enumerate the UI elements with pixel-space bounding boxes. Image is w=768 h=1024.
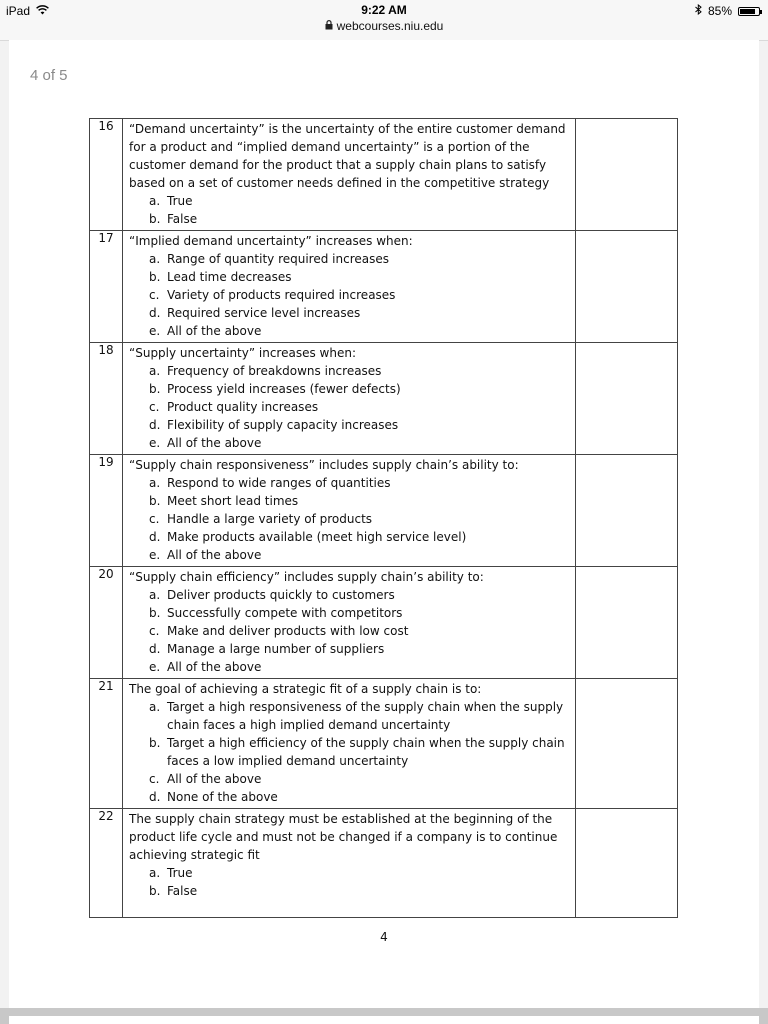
status-bar <box>0 0 768 41</box>
clock: 9:22 AM <box>361 3 407 17</box>
option-marker: c. <box>149 400 160 414</box>
option-marker: c. <box>149 624 160 638</box>
option-list <box>129 698 569 806</box>
address-bar[interactable] <box>0 19 768 33</box>
question-number: 16 <box>90 119 123 231</box>
question-row <box>90 809 678 918</box>
question-number: 17 <box>90 231 123 343</box>
answer-option <box>149 528 569 546</box>
option-text: True <box>167 866 193 880</box>
option-text: Manage a large number of suppliers <box>167 642 385 656</box>
option-marker: a. <box>149 588 161 602</box>
lock-icon <box>325 20 333 33</box>
option-text: All of the above <box>167 660 262 674</box>
option-marker: e. <box>149 436 161 450</box>
question-cell <box>123 567 576 679</box>
option-marker: e. <box>149 548 161 562</box>
document-page <box>9 40 759 1008</box>
question-cell <box>123 455 576 567</box>
option-text: All of the above <box>167 436 262 450</box>
question-cell <box>123 231 576 343</box>
option-list <box>129 864 569 900</box>
answer-option <box>149 604 569 622</box>
question-prompt: “Supply chain efficiency” includes supply chain’s ability to: <box>129 570 484 584</box>
page-number: 4 <box>380 930 388 944</box>
option-text: Make and deliver products with low cost <box>167 624 409 638</box>
answer-option <box>149 268 569 286</box>
option-text: None of the above <box>167 790 278 804</box>
device-label: iPad <box>6 4 31 18</box>
option-text: Make products available (meet high service level) <box>167 530 467 544</box>
option-text: Lead time decreases <box>167 270 292 284</box>
option-marker: b. <box>149 884 161 898</box>
option-marker: d. <box>149 530 161 544</box>
question-prompt: “Supply uncertainty” increases when: <box>129 346 356 360</box>
question-row <box>90 455 678 567</box>
option-text: Frequency of breakdowns increases <box>167 364 382 378</box>
option-marker: c. <box>149 512 160 526</box>
option-marker: a. <box>149 364 161 378</box>
option-marker: a. <box>149 700 161 714</box>
next-page-top <box>9 1016 759 1024</box>
question-cell <box>123 343 576 455</box>
option-text: False <box>167 884 198 898</box>
next-page-edge <box>0 1008 768 1024</box>
battery-fill <box>740 9 755 14</box>
option-text: All of the above <box>167 548 262 562</box>
page-counter: 4 of 5 <box>30 67 68 84</box>
answer-option <box>149 770 569 788</box>
option-marker: d. <box>149 418 161 432</box>
status-center <box>0 3 768 33</box>
battery-percent: 85% <box>707 4 732 18</box>
question-number: 22 <box>90 809 123 918</box>
option-list <box>129 192 569 228</box>
option-marker: a. <box>149 194 161 208</box>
answer-option <box>149 510 569 528</box>
answer-option <box>149 788 569 806</box>
answer-option <box>149 586 569 604</box>
option-text: Meet short lead times <box>167 494 299 508</box>
option-text: Target a high efficiency of the supply chain when the supply chain faces a low implied demand uncertainty <box>167 736 565 768</box>
option-text: Process yield increases (fewer defects) <box>167 382 401 396</box>
option-marker: e. <box>149 660 161 674</box>
answer-option <box>149 192 569 210</box>
option-text: Successfully compete with competitors <box>167 606 403 620</box>
answer-option <box>149 416 569 434</box>
question-row <box>90 231 678 343</box>
option-marker: b. <box>149 382 161 396</box>
option-text: Deliver products quickly to customers <box>167 588 395 602</box>
answer-option <box>149 304 569 322</box>
answer-option <box>149 434 569 452</box>
question-cell <box>123 809 576 918</box>
quiz-table <box>89 118 678 918</box>
option-marker: d. <box>149 306 161 320</box>
answer-option <box>149 322 569 340</box>
answer-cell <box>576 343 678 455</box>
answer-option <box>149 398 569 416</box>
answer-option <box>149 210 569 228</box>
option-text: Range of quantity required increases <box>167 252 389 266</box>
question-prompt: The goal of achieving a strategic fit of a supply chain is to: <box>129 682 482 696</box>
option-text: Respond to wide ranges of quantities <box>167 476 391 490</box>
question-number: 18 <box>90 343 123 455</box>
option-text: Required service level increases <box>167 306 361 320</box>
option-text: Flexibility of supply capacity increases <box>167 418 399 432</box>
answer-option <box>149 286 569 304</box>
question-prompt: “Implied demand uncertainty” increases when: <box>129 234 413 248</box>
option-marker: a. <box>149 476 161 490</box>
answer-option <box>149 380 569 398</box>
option-marker: a. <box>149 866 161 880</box>
option-text: True <box>167 194 193 208</box>
answer-option <box>149 864 569 882</box>
answer-cell <box>576 809 678 918</box>
option-list <box>129 250 569 340</box>
question-row <box>90 119 678 231</box>
option-text: Product quality increases <box>167 400 319 414</box>
answer-option <box>149 250 569 268</box>
option-list <box>129 362 569 452</box>
answer-option <box>149 640 569 658</box>
question-row <box>90 343 678 455</box>
question-prompt: “Supply chain responsiveness” includes supply chain’s ability to: <box>129 458 519 472</box>
option-marker: a. <box>149 252 161 266</box>
question-prompt: “Demand uncertainty” is the uncertainty of the entire customer demand for a product and “implied demand uncertainty” is a portion of the customer demand for the product that a supply chain plans to satisfy based on a set of customer needs defined in the competitive strategy <box>129 122 566 190</box>
bluetooth-icon <box>695 4 702 18</box>
option-text: All of the above <box>167 772 262 786</box>
question-row <box>90 679 678 809</box>
status-right <box>695 4 760 18</box>
answer-cell <box>576 567 678 679</box>
option-text: Handle a large variety of products <box>167 512 373 526</box>
option-text: All of the above <box>167 324 262 338</box>
option-text: Target a high responsiveness of the supply chain when the supply chain faces a high implied demand uncertainty <box>167 700 564 732</box>
answer-cell <box>576 119 678 231</box>
answer-cell <box>576 679 678 809</box>
answer-option <box>149 734 569 770</box>
answer-option <box>149 546 569 564</box>
answer-cell <box>576 455 678 567</box>
question-prompt: The supply chain strategy must be established at the beginning of the product life cycle and must not be changed if a company is to continue achieving strategic fit <box>129 812 558 862</box>
answer-cell <box>576 231 678 343</box>
question-number: 21 <box>90 679 123 809</box>
option-marker: e. <box>149 324 161 338</box>
option-text: False <box>167 212 198 226</box>
answer-option <box>149 698 569 734</box>
answer-option <box>149 882 569 900</box>
option-marker: b. <box>149 606 161 620</box>
question-cell <box>123 119 576 231</box>
question-row <box>90 567 678 679</box>
answer-option <box>149 492 569 510</box>
option-marker: b. <box>149 270 161 284</box>
option-marker: c. <box>149 288 160 302</box>
quiz-body <box>90 119 678 918</box>
option-marker: c. <box>149 772 160 786</box>
option-marker: d. <box>149 790 161 804</box>
answer-option <box>149 474 569 492</box>
option-marker: b. <box>149 736 161 750</box>
option-marker: b. <box>149 212 161 226</box>
question-cell <box>123 679 576 809</box>
option-marker: b. <box>149 494 161 508</box>
battery-icon <box>738 7 760 16</box>
question-number: 20 <box>90 567 123 679</box>
option-list <box>129 586 569 676</box>
option-marker: d. <box>149 642 161 656</box>
question-number: 19 <box>90 455 123 567</box>
answer-option <box>149 622 569 640</box>
answer-option <box>149 362 569 380</box>
option-text: Variety of products required increases <box>167 288 396 302</box>
answer-option <box>149 658 569 676</box>
url-text[interactable]: webcourses.niu.edu <box>336 19 444 33</box>
option-list <box>129 474 569 564</box>
